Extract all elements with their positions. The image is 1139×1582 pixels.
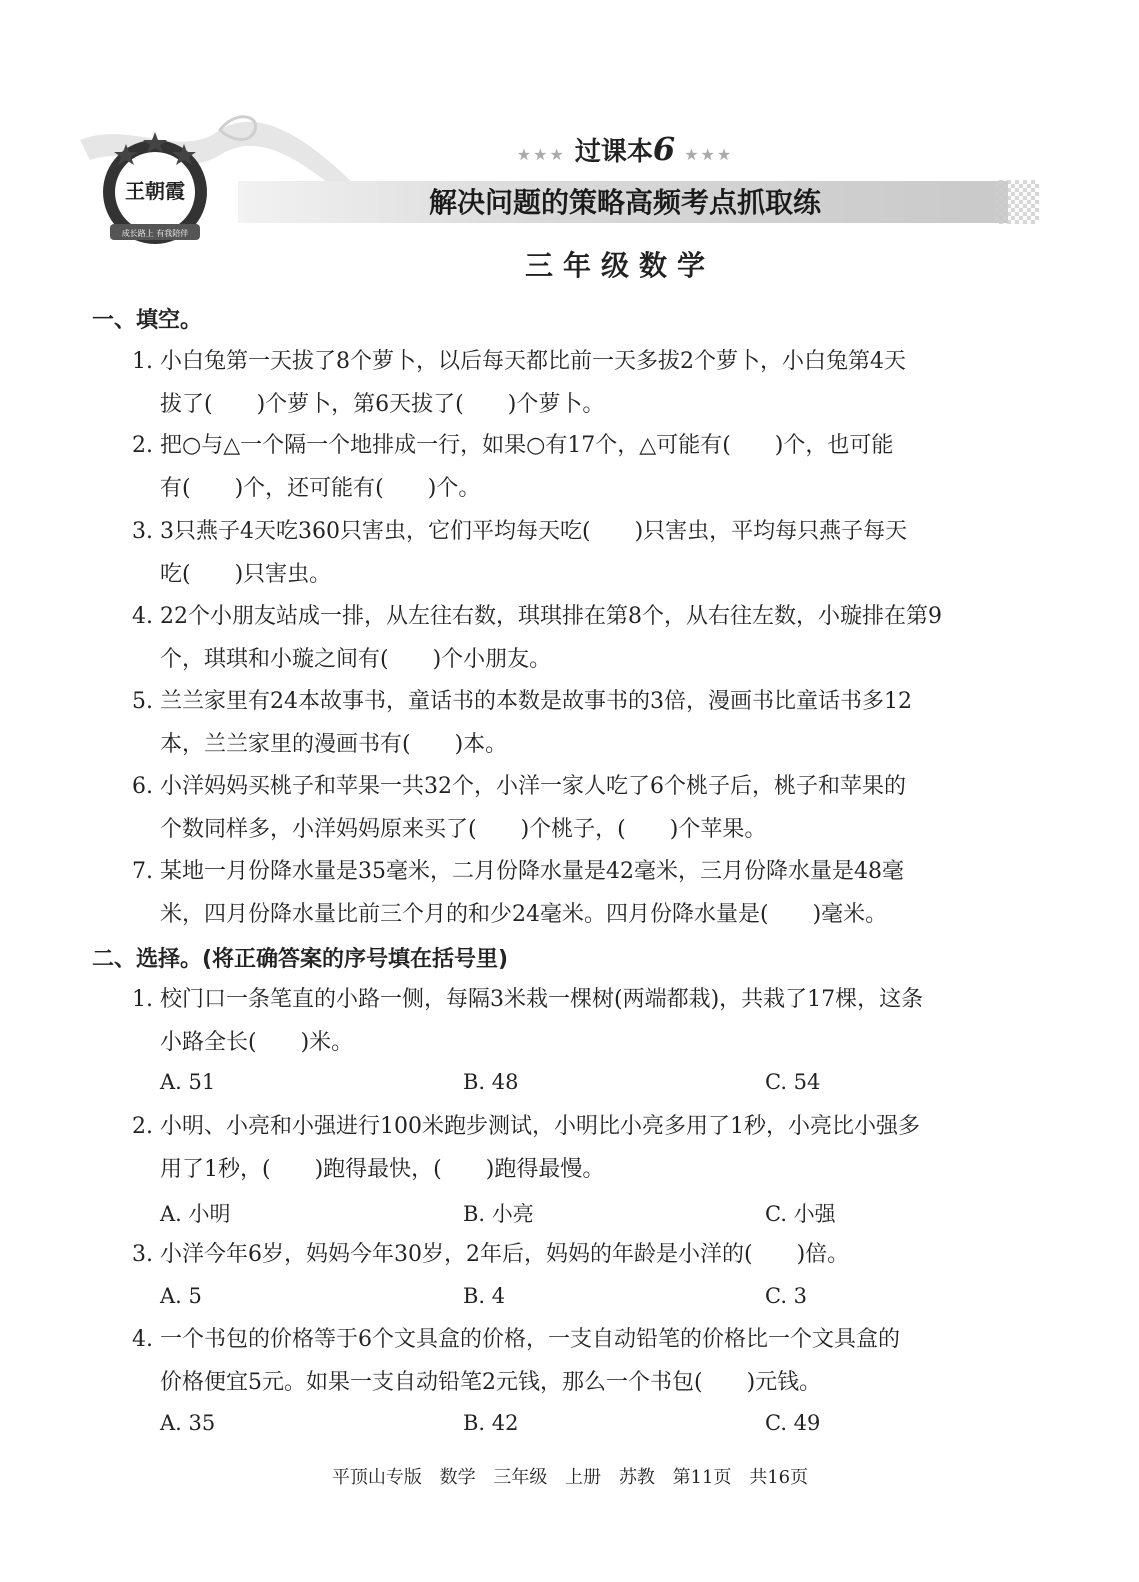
section-title: 一、填空。: [92, 308, 203, 333]
question-line: 小白兔第一天拔了8个萝卜，以后每天都比前一天多拔2个萝卜，小白兔第4天: [160, 349, 906, 374]
page-subtitle: 解决问题的策略高频考点抓取练: [428, 186, 821, 219]
option: B. 4: [463, 1284, 506, 1308]
question-line: 小洋今年6岁，妈妈今年30岁，2年后，妈妈的年龄是小洋的( )倍。: [160, 1242, 850, 1267]
question-line: 把○与△一个隔一个地排成一行，如果○有17个，△可能有( )个，也可能: [160, 433, 894, 458]
question-line: 小洋妈妈买桃子和苹果一共32个，小洋一家人吃了6个桃子后，桃子和苹果的: [160, 774, 906, 799]
section-title: 二、选择。(将正确答案的序号填在括号里): [92, 947, 509, 972]
option: B. 42: [463, 1411, 519, 1435]
star-icon: ★★★: [684, 145, 734, 164]
question-number: 4.: [132, 1327, 153, 1352]
question: [132, 510, 1052, 596]
option: A. 小明: [160, 1202, 231, 1226]
question-number: 4.: [132, 604, 153, 629]
question-line: 有( )个，还可能有( )个。: [160, 476, 481, 501]
question-line: 拔了( )个萝卜，第6天拔了( )个萝卜。: [160, 392, 605, 417]
question-line: 某地一月份降水量是35毫米，二月份降水量是42毫米，三月份降水量是48毫: [160, 859, 904, 884]
question: [132, 1105, 1052, 1191]
question-number: 3.: [132, 519, 153, 544]
question-line: 22个小朋友站成一排，从左往右数，琪琪排在第8个，从右往左数，小璇排在第9: [160, 604, 942, 629]
question-number: 3.: [132, 1242, 153, 1267]
option: B. 小亮: [463, 1202, 534, 1226]
question-line: 校门口一条笔直的小路一侧，每隔3米栽一棵树(两端都栽)，共栽了17棵，这条: [160, 987, 924, 1012]
option: C. 49: [765, 1411, 821, 1435]
question-line: 小路全长( )米。: [160, 1030, 354, 1055]
question: [132, 680, 1052, 766]
kicker-number: 6: [652, 130, 676, 168]
question-line: 吃( )只害虫。: [160, 562, 332, 587]
question-number: 5.: [132, 689, 153, 714]
question-number: 2.: [132, 1114, 153, 1139]
option: A. 5: [160, 1284, 202, 1308]
option: C. 小强: [765, 1202, 836, 1226]
question: [132, 850, 1052, 936]
question-line: 小明、小亮和小强进行100米跑步测试，小明比小亮多用了1秒，小亮比小强多: [160, 1114, 920, 1139]
footer-edition: 平顶山专版: [331, 1467, 422, 1488]
question: [132, 765, 1052, 851]
question-line: 个，琪琪和小璇之间有( )个小朋友。: [160, 647, 552, 672]
question-line: 个数同样多，小洋妈妈原来买了( )个桃子，( )个苹果。: [160, 817, 767, 842]
option: A. 35: [160, 1411, 216, 1435]
question-number: 7.: [132, 859, 153, 884]
page-title: 三年级数学: [524, 249, 715, 282]
page-footer: [180, 1463, 960, 1489]
question: [132, 595, 1052, 681]
option: C. 3: [765, 1284, 808, 1308]
kicker-title: [500, 130, 750, 168]
question-line: 本，兰兰家里的漫画书有( )本。: [160, 732, 508, 757]
question: [132, 978, 1052, 1064]
star-icon: ★★★: [516, 145, 566, 164]
question-number: 1.: [132, 349, 153, 374]
logo-text: 王朝霞: [125, 179, 185, 203]
question: [132, 1318, 1052, 1404]
footer-subject: 数学: [439, 1467, 476, 1488]
question-number: 1.: [132, 987, 153, 1012]
option: C. 54: [765, 1070, 821, 1094]
footer-grade: 三年级: [493, 1467, 548, 1488]
publisher-logo: [96, 128, 214, 246]
option: B. 48: [463, 1070, 519, 1094]
footer-volume: 上册: [565, 1467, 602, 1488]
option: A. 51: [160, 1070, 216, 1094]
question-line: 一个书包的价格等于6个文具盒的价格，一支自动铅笔的价格比一个文具盒的: [160, 1327, 900, 1352]
question-line: 用了1秒，( )跑得最快，( )跑得最慢。: [160, 1157, 605, 1182]
logo-subtext: 成长路上 有我陪伴: [121, 229, 189, 238]
footer-total-pages: 共16页: [749, 1467, 809, 1488]
question-line: 3只燕子4天吃360只害虫，它们平均每天吃( )只害虫，平均每只燕子每天: [160, 519, 908, 544]
footer-publisher: 苏教: [618, 1467, 655, 1488]
footer-page-number: 第11页: [672, 1467, 732, 1488]
question: [132, 340, 1052, 426]
question-line: 兰兰家里有24本故事书，童话书的本数是故事书的3倍，漫画书比童话书多12: [160, 689, 912, 714]
question-line: 价格便宜5元。如果一支自动铅笔2元钱，那么一个书包( )元钱。: [160, 1370, 822, 1395]
question: [132, 1233, 1052, 1276]
question-number: 2.: [132, 433, 153, 458]
kicker-prefix: 过课本: [574, 137, 653, 167]
question-number: 6.: [132, 774, 153, 799]
question-line: 米，四月份降水量比前三个月的和少24毫米。四月份降水量是( )毫米。: [160, 902, 888, 927]
question: [132, 424, 1052, 510]
